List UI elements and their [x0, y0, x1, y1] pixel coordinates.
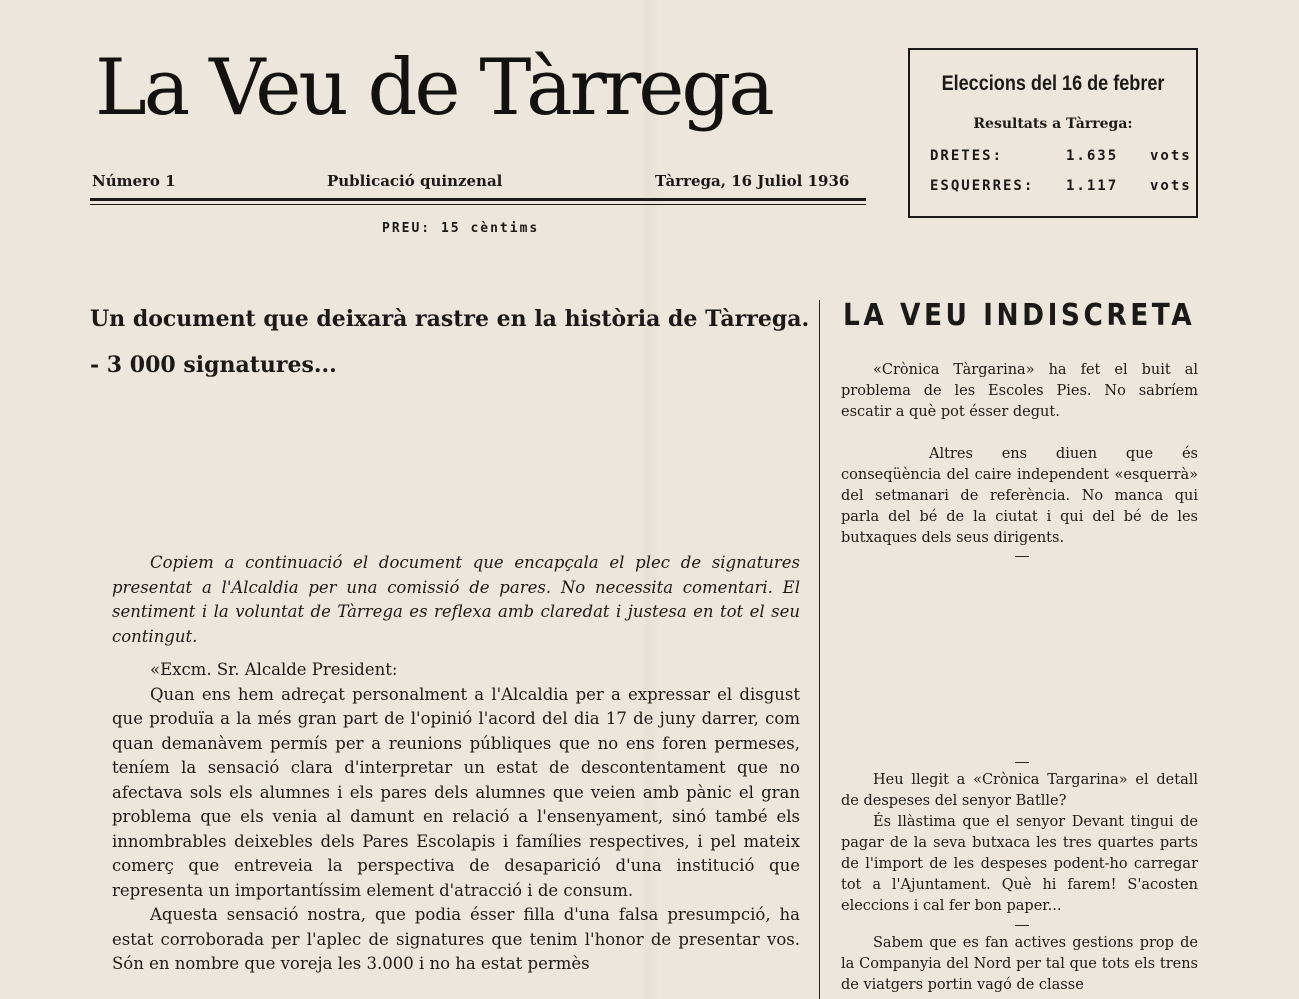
sidebar-item	[841, 770, 1198, 917]
masthead-rule	[90, 198, 866, 201]
vote-count: 1.117	[1066, 178, 1119, 194]
election-box-title: Eleccions del 16 de febrer	[941, 72, 1165, 95]
main-headline: Un document que deixarà rastre en la història de Tàrrega. - 3 000 signatures...	[90, 306, 810, 378]
issue-number: Número 1	[92, 172, 176, 190]
sidebar-paragraph: És llàstima que el senyor Devant tingui de pagar de la seva butxaca les tres quartes parts de l'import de les despeses podent-ho carregar tot a l'Ajuntament. Què hi farem! S'acosten eleccions i cal fer bon paper...	[841, 814, 1198, 914]
letter-salutation: «Excm. Sr. Alcalde President:	[150, 660, 398, 679]
vote-unit: vots	[1150, 178, 1192, 194]
section-dash	[1015, 762, 1029, 763]
sidebar-item	[841, 933, 1198, 996]
issue-date: Tàrrega, 16 Juliol 1936	[655, 172, 850, 190]
publication-frequency: Publicació quinzenal	[327, 172, 503, 190]
article-intro: Copiem a continuació el document que encapçala el plec de signatures presentat a l'Alcaldia per una comissió de pares. No necessita comentari. El sentiment i la voluntat de Tàrrega es reflexa amb claredat i justesa en tot el seu contingut.	[112, 553, 800, 646]
sidebar-item	[841, 360, 1198, 423]
masthead-title: La Veu de Tàrrega	[95, 43, 772, 133]
party-name: ESQUERRES:	[930, 178, 1035, 194]
vote-count: 1.635	[1066, 148, 1119, 164]
section-dash	[1015, 925, 1029, 926]
election-row-dretes	[930, 148, 1192, 164]
letter-paragraph: Aquesta sensació nostra, que podia ésser filla d'una falsa presumpció, ha estat corroborada per l'aplec de signatures que tenim l'honor de presentar vos. Són en nombre que voreja les 3.000 i no ha estat permès	[112, 905, 800, 973]
letter-paragraph: Quan ens hem adreçat personalment a l'Alcaldia per a expressar el disgust que produïa a la més gran part de l'opinió l'acord del dia 17 de juny darrer, com quan demanàvem permís per a reunions públiques que no ens foren permeses, teníem la sensació clara d'interpretar un estat de descontentament que no afectava sols els alumnes i els pares dels alumnes que veien amb pànic el gran problema que els venia al damunt en relació a l'ensenyament, sinó també els innombrables deixebles dels Pares Escolapis i famílies respectives, i pel mateix comerç que entreveia la perspectiva de desaparició d'una institució que representa un importantíssim element d'atracció i de consum.	[112, 684, 800, 900]
election-row-esquerres	[930, 178, 1192, 194]
election-results-box	[908, 48, 1198, 218]
election-box-subtitle: Resultats a Tàrrega:	[973, 116, 1133, 132]
sidebar-paragraph: Sabem que es fan actives gestions prop de la Companyia del Nord per tal que tots els trens de viatgers portin vagó de classe	[841, 935, 1198, 993]
vote-unit: vots	[1150, 148, 1192, 164]
masthead-rule-thin	[90, 204, 866, 205]
sidebar-item: Altres ens diuen que és conseqüència del caire independent «esquerrà» del setmanari de referència. No manca qui parla del bé de la ciutat i qui del bé de les butxaques dels seus dirigents.	[841, 446, 1198, 546]
sidebar-title: LA VEU INDISCRETA	[843, 298, 1196, 333]
sidebar-paragraph: Heu llegit a «Crònica Targarina» el detall de despeses del senyor Batlle?	[841, 772, 1198, 809]
party-name: DRETES:	[930, 148, 1004, 164]
sidebar-paragraph: «Crònica Tàrgarina» ha fet el buit al problema de les Escoles Pies. No sabríem escatir a què pot ésser degut.	[841, 362, 1198, 420]
column-divider	[819, 300, 820, 999]
article-letter	[112, 658, 800, 977]
price-line: PREU: 15 cèntims	[382, 221, 540, 236]
section-dash	[1015, 556, 1029, 557]
